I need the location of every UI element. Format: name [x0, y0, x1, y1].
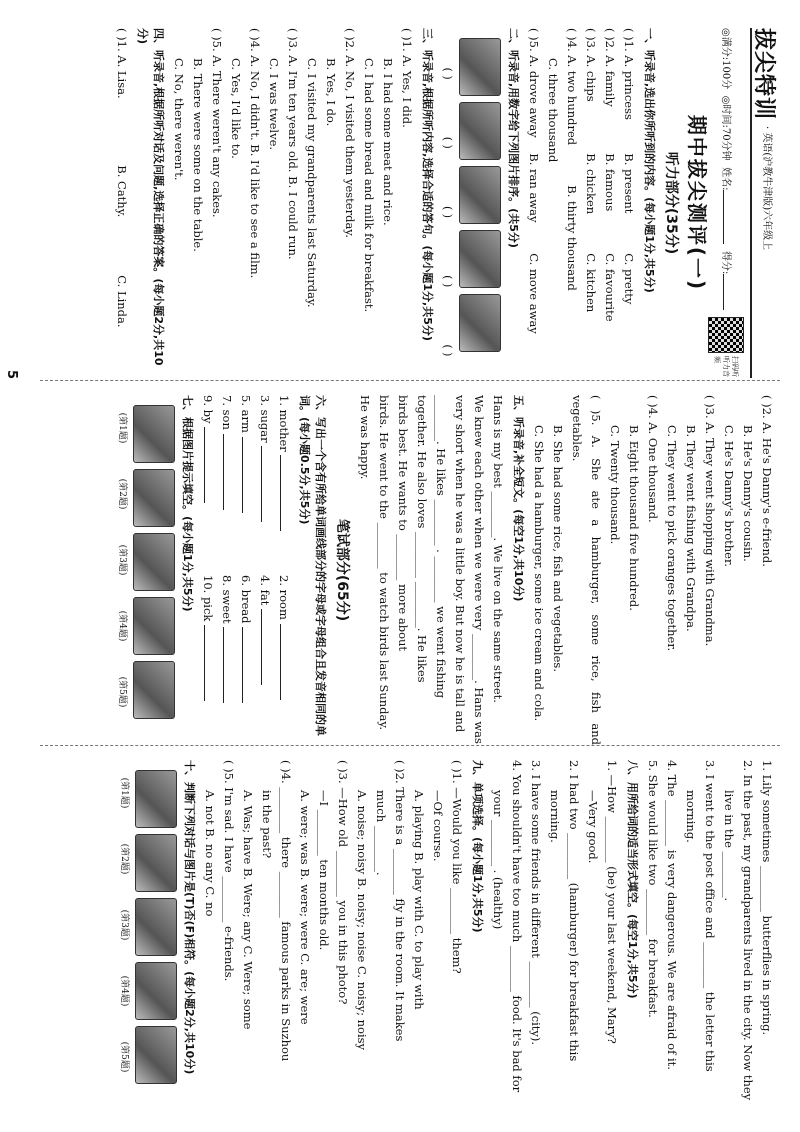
option-row: C. I had some bread and milk for breakfast.	[362, 58, 376, 313]
word-item: 10. pick	[198, 575, 217, 745]
question-row: 3. I went to the post office and ________ the letter this	[703, 760, 717, 1072]
section-8-items	[488, 760, 621, 1108]
picture-icon	[133, 597, 175, 655]
section-10-pictures	[135, 770, 177, 1108]
picture-icon	[135, 898, 177, 956]
question-row: 4. The ________ is very dangerous. We are afraid of it.	[665, 760, 679, 1070]
word-item: 7. son	[217, 395, 236, 565]
picture-icon	[135, 770, 177, 828]
question-row: —Very good.	[586, 790, 600, 864]
answer-blank[interactable]	[204, 427, 217, 503]
question-row: ( )5. A. There weren't any cakes.	[210, 28, 224, 218]
section-6-items	[198, 395, 293, 745]
answer-blank[interactable]	[261, 609, 274, 685]
picture-caption: (第4题)	[119, 975, 129, 1007]
question-row: ( )5. I'm sad. I have ________ e-friends.	[222, 760, 236, 982]
picture-icon	[133, 533, 175, 591]
section-6-title: 六、写出一个含有所给单词画线部分的字母或字母组合且发音相同的单词。(每小题0.5分,共5分)	[298, 395, 327, 736]
section-9-items	[200, 760, 466, 1108]
option-row: C. I visited my grandparents last Saturday.	[305, 58, 319, 308]
section-7-items	[643, 760, 776, 1108]
picture-icon	[135, 834, 177, 892]
answer-blank[interactable]	[261, 446, 274, 522]
picture-caption: (第2题)	[119, 843, 129, 875]
answer-blank[interactable]	[223, 627, 236, 703]
question-row: C. three thousand	[546, 58, 560, 163]
column-2	[22, 395, 776, 745]
word-item: 4. fat	[255, 575, 274, 745]
column-divider	[40, 380, 780, 381]
option-row: B. He's Danny's cousin.	[741, 425, 755, 562]
section-2-pictures	[459, 38, 501, 378]
option-row: B. They went fishing with Grandpa.	[684, 425, 698, 632]
section-8-title: 八、用所给词的适当形式填空。(每空1分,共5分)	[626, 760, 639, 999]
qr-code-icon[interactable]	[708, 317, 744, 353]
listening-part-title: 听力部分(35分)	[663, 151, 679, 255]
column-1	[22, 28, 776, 378]
answer-blank[interactable]: ( )	[441, 205, 454, 219]
brand-header	[750, 28, 776, 378]
section-7-title: 七、根据图片提示填空。(每小题1分,共5分)	[181, 395, 194, 612]
picture-icon	[133, 661, 175, 719]
page-number: 5	[4, 370, 19, 380]
option-row: B. She had some rice, fish and vegetables.	[551, 425, 565, 672]
option-row: B. There were some on the table.	[191, 58, 205, 252]
word-item: 5. arm	[236, 395, 255, 565]
question-row: ( )4. A. One thousand.	[646, 395, 660, 523]
written-part-title: 笔试部分(65分)	[334, 518, 350, 622]
answer-blank[interactable]	[242, 437, 255, 513]
section-4-continued	[529, 395, 776, 745]
word-item: 9. by	[198, 395, 217, 565]
option-row: B. Yes, I do.	[324, 58, 338, 127]
exam-meta	[708, 28, 744, 378]
section-3-items	[169, 28, 416, 378]
question-row: ( )4. ________ there ________ famous parks in Suzhou	[279, 760, 293, 1062]
picture-icon	[133, 469, 175, 527]
question-row: ( )2. A. No, I visited them yesterday.	[343, 28, 357, 238]
section-1-title: 一、听录音,选出你所听到的内容。(每小题1分,共5分)	[643, 28, 656, 293]
picture-caption: (第1题)	[119, 777, 129, 809]
question-row: your ________ . (healthy)	[491, 790, 505, 930]
picture-caption: (第1题)	[117, 412, 127, 444]
passage-line: together. He also loves ________ ________. He likes	[415, 395, 429, 683]
question-row: ( )3. A. I'm ten years old. B. I could run.	[286, 28, 300, 260]
word-item: 2. room	[274, 575, 293, 745]
question-row: 3. I have some friends in different ________ (city).	[529, 760, 543, 1046]
word-item: 8. sweet	[217, 575, 236, 745]
passage-line: He was happy.	[358, 395, 372, 480]
section-9-title: 九、单项选择。(每小题1分,共5分)	[471, 760, 484, 933]
picture-caption: (第5题)	[117, 676, 127, 708]
picture-caption: (第4题)	[117, 610, 127, 642]
passage-line: We knew each other when we were very ________. Hans was	[472, 395, 486, 744]
picture-icon	[459, 166, 501, 224]
answer-blank[interactable]: ( )	[441, 67, 454, 80]
brand-subtitle: · 英语(沪教牛津版)六年级上	[761, 126, 772, 251]
picture-caption: (第3题)	[119, 909, 129, 941]
option-row: A. not B. no any C. no	[203, 790, 217, 917]
section-10-title: 十、判断下列对话与图片是(T)否(F)相符。(每小题2分,共10分)	[183, 760, 196, 1075]
option-row: B. I had some meat and rice.	[381, 58, 395, 226]
question-row: ( )1. A. princessB. presentC. pretty	[622, 28, 636, 305]
question-row: 2. I had two ________ (hamburger) for breakfast this	[567, 760, 581, 1062]
question-row: 1. Lily sometimes ________ butterflies in spring.	[760, 760, 774, 1036]
section-2-answer-blanks	[438, 46, 457, 378]
option-row: A. noise; noisy B. noisy; noise C. noisy; noisy	[355, 790, 369, 1051]
brand-name: 拔尖特训	[751, 28, 776, 121]
passage-line: birds best. He wants to ________ more about	[396, 395, 410, 652]
question-row: ( )5. A. She ate a hamburger, some rice, fish and vegetables.	[570, 395, 603, 745]
answer-blank[interactable]	[223, 434, 236, 510]
question-row: ( )2. A. familyB. famousC. favourite	[603, 28, 617, 322]
answer-blank[interactable]	[280, 455, 293, 531]
section-7-captions	[112, 399, 131, 745]
option-row: C. No, there weren't.	[172, 58, 186, 181]
exam-title-wrap	[684, 28, 709, 378]
question-row: —Of course.	[431, 790, 445, 862]
picture-icon	[135, 962, 177, 1020]
picture-caption: (第2题)	[117, 478, 127, 510]
passage	[355, 395, 507, 745]
passage-line: birds. He went to the ________ to watch birds last Sunday.	[377, 395, 391, 731]
question-row: 5. She would like two ________ for breakfast.	[646, 760, 660, 1018]
question-row: ( )4. A. two hundredB. thirty thousand	[565, 28, 579, 291]
question-row: ( )3. A. chipsB. chickenC. kitchen	[584, 28, 598, 313]
question-row: ( )1. A. Lisa.B. Cathy.C. Linda.	[115, 28, 129, 328]
answer-blank[interactable]	[204, 625, 217, 701]
picture-icon	[459, 294, 501, 352]
qr-label: 扫码听听力音频	[713, 355, 740, 377]
section-10-captions	[114, 764, 133, 1108]
question-row: ( )1. —Would you like ________ them?	[450, 760, 464, 974]
question-row: ( )4. A. No, I didn't. B. I'd like to see a film.	[248, 28, 262, 279]
option-row: C. She had a hamburger, some ice cream and cola.	[532, 425, 546, 722]
option-row: C. I was twelve.	[267, 58, 281, 151]
question-row: ( )5. A. drove awayB. ran awayC. move away	[527, 28, 541, 334]
exam-title: 期中拔尖测评(一)	[685, 114, 709, 292]
picture-caption: (第5题)	[119, 1041, 129, 1073]
question-row: morning.	[684, 790, 698, 843]
option-row: C. He's Danny's brother.	[722, 425, 736, 567]
word-item: 3. sugar	[255, 395, 274, 565]
answer-blank[interactable]	[280, 624, 293, 700]
picture-icon	[459, 102, 501, 160]
picture-caption: (第3题)	[117, 544, 127, 576]
question-row: ( )2. There is a ________ fly in the room. It makes	[393, 760, 407, 1042]
question-row: morning.	[548, 790, 562, 843]
option-row: A. were; was B. were; were C. are; were	[298, 790, 312, 1025]
word-item: 6. bread	[236, 575, 255, 745]
question-row: ( )2. A. He's Danny's e-friend.	[760, 395, 774, 567]
score-field[interactable]: 得分:	[716, 251, 736, 310]
exam-time: ◎时间:70分钟	[720, 95, 732, 161]
full-score: ◎满分:100分	[720, 28, 732, 90]
option-row: C. Twenty thousand.	[608, 425, 622, 545]
question-row: 1. —How ________ (be) your last weekend, Mary?	[605, 760, 619, 1044]
word-item: 1. mother	[274, 395, 293, 565]
picture-icon	[459, 38, 501, 96]
question-row: in the past?	[260, 790, 274, 859]
question-row: ( )1. A. Yes, I did.	[400, 28, 414, 128]
answer-blank[interactable]: ( )	[441, 136, 454, 149]
question-row: ( )3. —How old ________ you in this photo?	[336, 760, 350, 1005]
section-3-title: 三、听录音,根据所听内容,选择合适的答句。(每小题1分,共5分)	[421, 28, 434, 341]
picture-icon	[135, 1026, 177, 1084]
section-5-title: 五、听录音,补全短文。(每空1分,共10分)	[512, 395, 525, 602]
question-row: ( )3. A. They went shopping with Grandma.	[703, 395, 717, 647]
section-4-title: 四、听录音,根据所听对话及问题,选择正确的答案。(每小题2分,共10分)	[136, 28, 165, 366]
question-row: —I ________ ten months old.	[317, 790, 331, 951]
passage-line: ________. He likes ________ . ________ we went fishing	[434, 395, 448, 699]
question-row: live in the ________.	[722, 790, 736, 902]
passage-line: very short when he was a little boy. But now he is tall and	[453, 395, 467, 733]
name-field[interactable]: 姓名:	[716, 167, 736, 244]
option-row: C. Yes, I'd like to.	[229, 58, 243, 159]
picture-icon	[459, 230, 501, 288]
picture-icon	[133, 405, 175, 463]
option-row: B. Eight thousand five hundred.	[627, 425, 641, 611]
option-row: C. They went to pick oranges together.	[665, 425, 679, 652]
answer-blank[interactable]	[242, 627, 255, 703]
question-row: 2. In the past, my grandparents lived in the city. Now they	[741, 760, 755, 1101]
option-row: A. playing B. play with C. to play with	[412, 790, 426, 1010]
answer-blank[interactable]: ( )	[441, 344, 454, 357]
qr-block[interactable]	[708, 317, 744, 378]
section-2-title: 二、听录音,用数字给下列图片排序。(共5分)	[507, 28, 520, 248]
section-1-items	[524, 28, 638, 378]
question-row: much ________.	[374, 790, 388, 876]
passage-line: Hans is my best ________. We live on the same street.	[491, 395, 505, 703]
column-divider	[40, 745, 780, 746]
answer-blank[interactable]: ( )	[441, 275, 454, 288]
column-3	[22, 760, 776, 1108]
option-row: A. Was; have B. Were; any C. Were; some	[241, 790, 255, 1030]
question-row: 4. You shouldn't have too much ________ food. It's bad for	[510, 760, 524, 1093]
section-7-pictures	[133, 405, 175, 745]
